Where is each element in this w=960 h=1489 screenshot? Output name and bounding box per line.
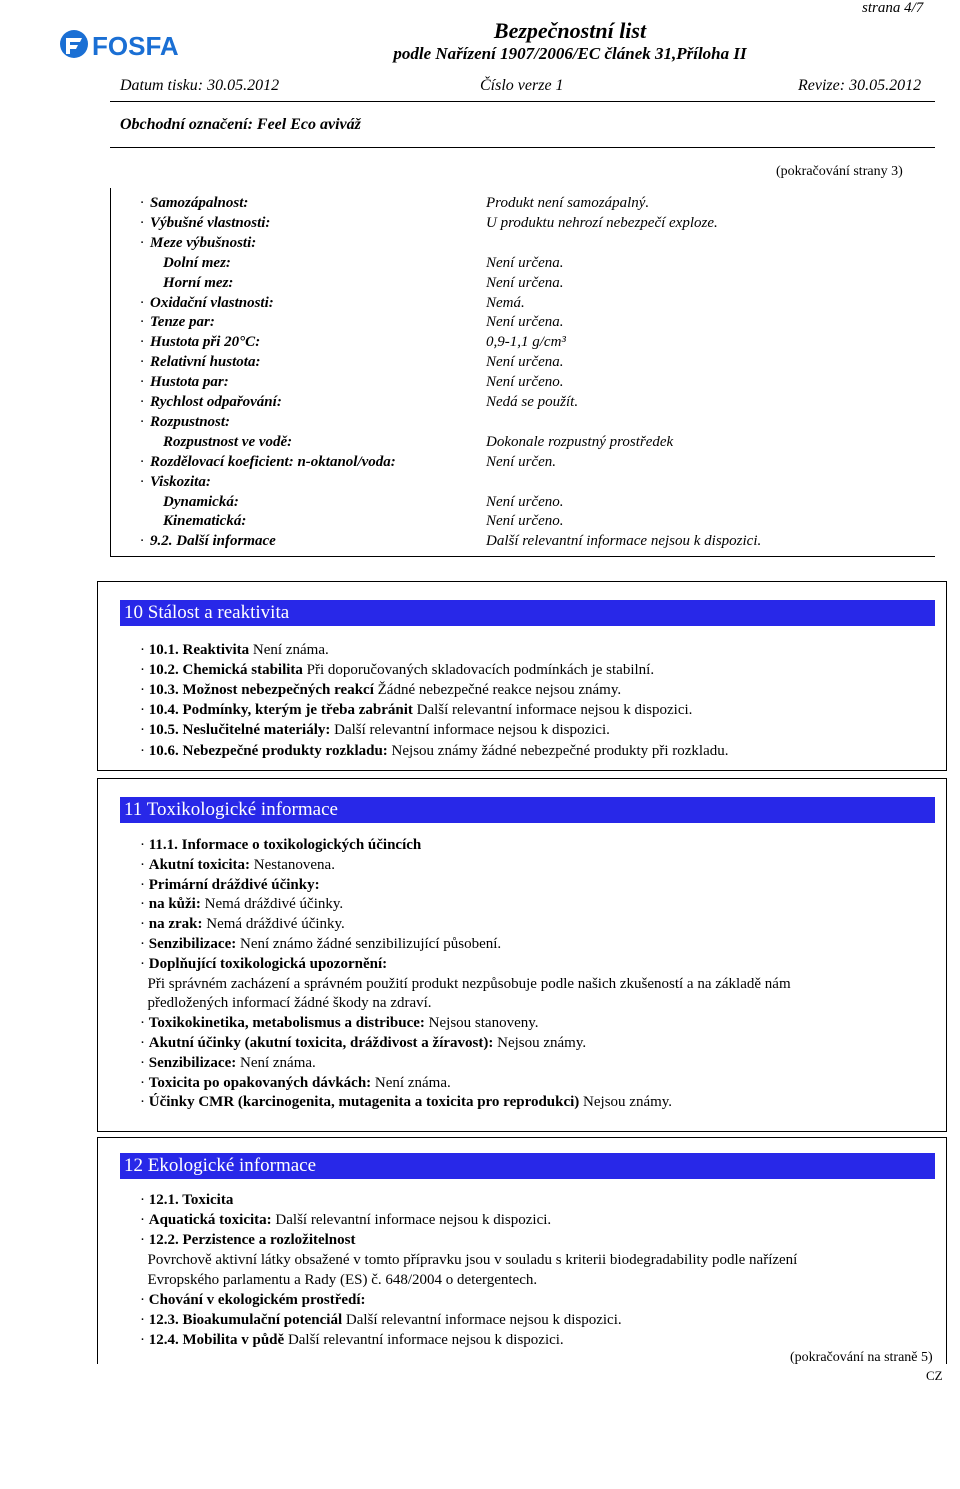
company-logo — [58, 24, 218, 64]
property-value: Není určena. — [486, 354, 564, 371]
bullet-dot: · — [140, 234, 144, 251]
property-label: Tenze par: — [150, 314, 215, 331]
bullet-dot: · — [140, 837, 149, 853]
row-heading: 11.1. Informace o toxikologických účincích — [148, 837, 422, 853]
bullet-dot: · — [140, 702, 149, 719]
row-heading: 12.1. Toxicita — [148, 1192, 234, 1208]
bullet-dot: · — [140, 1192, 149, 1208]
bullet-dot: · — [140, 1015, 149, 1032]
continued-to: (pokračování na straně 5) — [790, 1350, 933, 1365]
header-divider — [110, 101, 935, 102]
s12-row — [140, 1190, 233, 1210]
row-heading: 12.3. Bioakumulační potenciál — [148, 1312, 343, 1328]
row-heading: Primární dráždivé účinky: — [148, 876, 320, 893]
row-text: Další relevantní informace nejsou k dispozici. — [412, 702, 693, 719]
property-value: Není určeno. — [486, 493, 564, 510]
bullet-dot — [140, 1252, 148, 1268]
s11-row — [140, 1073, 451, 1093]
row-text: Povrchově aktivní látky obsažené v tomto přípravku jsou v souladu s kriterii biodegradability podle nařízení — [147, 1252, 798, 1268]
bullet-dot: · — [140, 453, 144, 470]
row-text: Další relevantní informace nejsou k dispozici. — [330, 722, 610, 739]
row-text: Nejsou stanoveny. — [424, 1015, 539, 1032]
bullet-dot: · — [140, 1292, 149, 1308]
row-text: Nestanovena. — [250, 856, 335, 873]
bullet-dot — [140, 995, 148, 1011]
bullet-dot: · — [140, 1074, 149, 1091]
bullet-dot: · — [140, 1054, 149, 1071]
row-text: Nejsou známy žádné nebezpečné produkty při rozkladu. — [387, 742, 729, 759]
row-text: Další relevantní informace nejsou k dispozici. — [271, 1212, 552, 1228]
row-text: Další relevantní informace nejsou k dispozici. — [284, 1332, 564, 1348]
row-text: Další relevantní informace nejsou k dispozici. — [342, 1312, 622, 1328]
row-heading: Akutní toxicita: — [148, 856, 250, 873]
property-value: 0,9-1,1 g/cm³ — [486, 334, 566, 351]
property-value: Není určen. — [486, 453, 556, 470]
row-text: Při správném zacházení a správném použití produkt nezpůsobuje podle našich zkušeností a na základě nám — [147, 975, 791, 992]
trade-name: Obchodní označení: Feel Eco aviváž — [120, 116, 361, 133]
row-text: Není známo žádné senzibilizující působení. — [236, 936, 502, 952]
s11-row — [140, 855, 335, 875]
s11-row — [140, 974, 791, 994]
s12-row — [140, 1230, 355, 1250]
svg-text:FOSFA: FOSFA — [92, 31, 179, 61]
row-text: Žádné nebezpečné reakce nejsou známy. — [373, 682, 622, 699]
s10-row — [140, 680, 621, 700]
property-label: Výbušné vlastnosti: — [150, 214, 271, 231]
bullet-dot: · — [140, 294, 144, 311]
row-heading: Doplňující toxikologická upozornění: — [148, 955, 388, 972]
document-title: Bezpečnostní list — [493, 18, 647, 43]
s10-row — [140, 700, 692, 720]
row-text: Nemá dráždivé účinky. — [202, 916, 345, 933]
row-text: Nejsou známy. — [493, 1035, 587, 1051]
bullet-dot — [140, 1272, 148, 1288]
bullet-dot: · — [140, 876, 149, 893]
property-label: Meze výbušnosti: — [150, 234, 257, 251]
s11-row — [140, 993, 432, 1013]
bullet-dot: · — [140, 916, 149, 933]
row-heading: Toxikokinetika, metabolismus a distribuce: — [148, 1015, 425, 1032]
bullet-dot: · — [140, 374, 144, 391]
property-value: Produkt není samozápalný. — [486, 195, 650, 211]
bullet-dot: · — [140, 413, 144, 430]
revision-date: Revize: 30.05.2012 — [798, 77, 922, 94]
property-label: Dynamická: — [163, 493, 239, 510]
property-value: Dokonale rozpustný prostředek — [486, 433, 674, 450]
section-10-heading: 10 Stálost a reaktivita — [120, 600, 935, 626]
s12-row — [140, 1290, 366, 1310]
page-number: strana 4/7 — [862, 0, 924, 16]
property-value: Další relevantní informace nejsou k dispozici. — [486, 533, 762, 550]
row-heading: 12.4. Mobilita v půdě — [148, 1332, 285, 1348]
property-label: Horní mez: — [163, 274, 234, 291]
property-value: Není určeno. — [486, 374, 564, 391]
bullet-dot: · — [140, 1232, 149, 1248]
bullet-dot: · — [140, 473, 144, 490]
row-heading: 12.2. Perzistence a rozložitelnost — [148, 1232, 356, 1248]
section-12-heading: 12 Ekologické informace — [120, 1153, 935, 1179]
property-label: Relativní hustota: — [150, 354, 261, 371]
row-text: předložených informací žádné škody na zdraví. — [147, 995, 432, 1012]
row-heading: 10.2. Chemická stabilita — [148, 662, 303, 679]
property-label: Rozdělovací koeficient: n-oktanol/voda: — [150, 453, 396, 470]
row-heading: 10.1. Reaktivita — [148, 642, 250, 658]
logo-emblem-icon — [60, 30, 88, 58]
property-label: Viskozita: — [150, 473, 211, 490]
bullet-dot: · — [140, 642, 149, 658]
bullet-dot: · — [140, 533, 144, 550]
bullet-dot: · — [140, 1312, 149, 1328]
s11-row — [140, 1092, 672, 1112]
bullet-dot: · — [140, 1035, 149, 1051]
bullet-dot: · — [140, 314, 144, 331]
version-number: Číslo verze 1 — [480, 77, 564, 94]
bullet-dot: · — [140, 955, 149, 972]
property-label: Rychlost odpařování: — [150, 394, 282, 410]
language-code: CZ — [926, 1368, 943, 1383]
property-label: Hustota při 20°C: — [150, 334, 261, 351]
bullet-dot: · — [140, 722, 149, 739]
row-text: Nejsou známy. — [579, 1094, 673, 1111]
row-heading: 10.4. Podmínky, kterým je třeba zabránit — [148, 702, 413, 719]
row-heading: na zrak: — [148, 916, 203, 933]
property-label: Kinematická: — [163, 513, 247, 530]
s11-row — [140, 1013, 539, 1033]
property-value: Není určena. — [486, 274, 564, 291]
property-value: Nedá se použít. — [486, 394, 579, 410]
bullet-dot: · — [140, 936, 149, 952]
s11-row — [140, 1053, 316, 1073]
row-text: Evropského parlamentu a Rady (ES) č. 648/2004 o detergentech. — [147, 1272, 538, 1288]
bullet-dot: · — [140, 394, 144, 410]
property-label: Samozápalnost: — [150, 195, 249, 211]
property-label: Dolní mez: — [163, 254, 231, 271]
s10-row — [140, 720, 610, 740]
row-heading: na kůži: — [148, 896, 201, 913]
s11-row — [140, 1033, 586, 1053]
property-value: U produktu nehrozí nebezpečí exploze. — [486, 214, 718, 231]
bullet-dot: · — [140, 334, 144, 351]
row-heading: Akutní účinky (akutní toxicita, dráždivost a žíravost): — [148, 1035, 494, 1051]
s10-row — [140, 660, 654, 680]
bullet-dot: · — [140, 896, 149, 913]
s11-row — [140, 934, 501, 954]
section-11-heading: 11 Toxikologické informace — [120, 797, 935, 823]
document-subtitle: podle Nařízení 1907/2006/EC článek 31,Příloha II — [393, 44, 747, 63]
row-heading: 10.5. Neslučitelné materiály: — [148, 722, 331, 739]
s10-row — [140, 640, 329, 660]
property-value: Není určena. — [486, 314, 564, 331]
property-label: Rozpustnost ve vodě: — [163, 433, 293, 450]
print-date: Datum tisku: 30.05.2012 — [120, 77, 280, 94]
s11-row — [140, 954, 387, 974]
row-heading: Účinky CMR (karcinogenita, mutagenita a toxicita pro reprodukci) — [148, 1094, 580, 1111]
row-heading: 10.6. Nebezpečné produkty rozkladu: — [148, 742, 388, 759]
s11-row — [140, 894, 343, 914]
row-heading: Senzibilizace: — [148, 936, 237, 952]
bullet-dot: · — [140, 682, 149, 699]
s12-row — [140, 1270, 537, 1290]
property-value: Nemá. — [486, 294, 525, 311]
header-divider-2 — [110, 147, 935, 148]
s12-row — [140, 1310, 622, 1330]
property-label: Oxidační vlastnosti: — [150, 294, 274, 311]
s11-row — [140, 914, 345, 934]
property-value: Není určeno. — [486, 513, 564, 530]
row-text: Není známa. — [236, 1054, 316, 1071]
bullet-dot — [140, 976, 148, 992]
bullet-dot: · — [140, 856, 149, 873]
row-heading: 10.3. Možnost nebezpečných reakcí — [148, 682, 374, 699]
properties-bottom-line — [110, 556, 935, 557]
bullet-dot: · — [140, 1332, 149, 1348]
property-label: Rozpustnost: — [150, 413, 231, 430]
s10-row — [140, 741, 729, 761]
row-text: Nemá dráždivé účinky. — [200, 896, 344, 913]
row-heading: Senzibilizace: — [148, 1054, 237, 1071]
s11-row — [140, 875, 320, 895]
bullet-dot: · — [140, 195, 144, 211]
bullet-dot: · — [140, 354, 144, 371]
property-label: Hustota par: — [150, 374, 229, 391]
s12-row — [140, 1210, 551, 1230]
property-label: 9.2. Další informace — [150, 533, 276, 550]
bullet-dot: · — [140, 214, 144, 231]
s12-row — [140, 1330, 564, 1350]
row-text: Není známa. — [371, 1074, 451, 1091]
continued-from: (pokračování strany 3) — [776, 164, 903, 179]
s11-row — [140, 835, 421, 855]
s12-row — [140, 1250, 797, 1270]
row-heading: Aquatická toxicita: — [148, 1212, 272, 1228]
row-heading: Chování v ekologickém prostředí: — [148, 1292, 366, 1308]
row-text: Při doporučovaných skladovacích podmínkách je stabilní. — [302, 662, 655, 679]
row-text: Není známa. — [249, 642, 329, 658]
bullet-dot: · — [140, 1212, 149, 1228]
bullet-dot: · — [140, 742, 149, 759]
bullet-dot: · — [140, 1094, 149, 1111]
bullet-dot: · — [140, 662, 149, 679]
property-value: Není určena. — [486, 254, 564, 271]
row-heading: Toxicita po opakovaných dávkách: — [148, 1074, 372, 1091]
